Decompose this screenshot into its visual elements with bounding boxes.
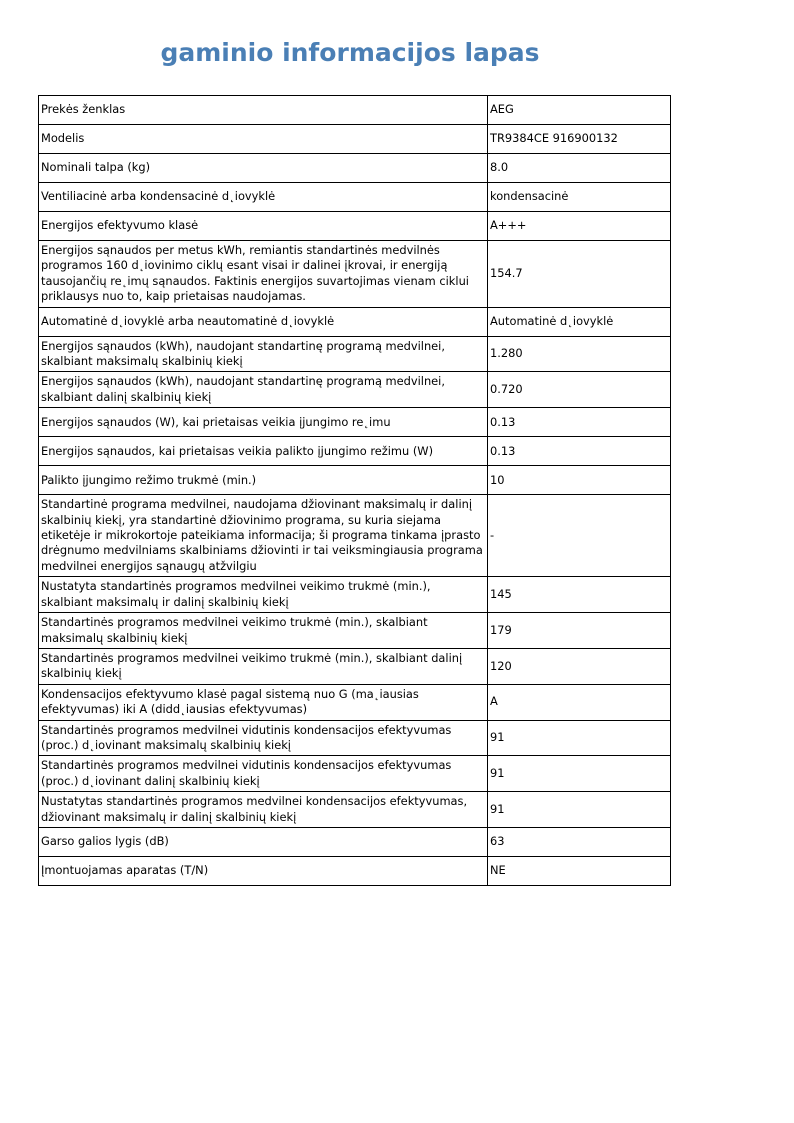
- row-value: 1.280: [488, 336, 671, 372]
- row-value: A+++: [488, 212, 671, 241]
- row-label: Garso galios lygis (dB): [39, 827, 488, 856]
- row-value: 0.13: [488, 437, 671, 466]
- table-row: [39, 96, 671, 125]
- table-row: [39, 495, 671, 577]
- row-label: Energijos efektyvumo klasė: [39, 212, 488, 241]
- row-value: kondensacinė: [488, 183, 671, 212]
- row-value: 179: [488, 613, 671, 649]
- table-row: [39, 684, 671, 720]
- row-label: Energijos sąnaudos (kWh), naudojant standartinę programą medvilnei, skalbiant maksimalų skalbinių kiekį: [39, 336, 488, 372]
- row-value: 8.0: [488, 154, 671, 183]
- table-row: [39, 577, 671, 613]
- row-value: 0.13: [488, 408, 671, 437]
- table-row: [39, 613, 671, 649]
- table-row: [39, 648, 671, 684]
- row-label: Standartinės programos medvilnei vidutinis kondensacijos efektyvumas (proc.) d˛iovinant dalinį skalbinių kiekį: [39, 756, 488, 792]
- row-value: 63: [488, 827, 671, 856]
- table-row: [39, 154, 671, 183]
- row-label: Standartinės programos medvilnei veikimo trukmė (min.), skalbiant dalinį skalbinių kiekį: [39, 648, 488, 684]
- row-label: Ventiliacinė arba kondensacinė d˛iovyklė: [39, 183, 488, 212]
- row-value: 91: [488, 792, 671, 828]
- table-row: [39, 827, 671, 856]
- table-row: [39, 856, 671, 885]
- row-value: 120: [488, 648, 671, 684]
- row-value: 0.720: [488, 372, 671, 408]
- row-label: Standartinės programos medvilnei veikimo trukmė (min.), skalbiant maksimalų skalbinių kiekį: [39, 613, 488, 649]
- table-row: [39, 307, 671, 336]
- row-label: Kondensacijos efektyvumo klasė pagal sistemą nuo G (ma˛iausias efektyvumas) iki A (didd˛iausias efektyvumas): [39, 684, 488, 720]
- row-label: Nustatytas standartinės programos medvilnei kondensacijos efektyvumas, džiovinant maksimalų ir dalinį skalbinių kiekį: [39, 792, 488, 828]
- table-row: [39, 792, 671, 828]
- table-row: [39, 336, 671, 372]
- table-row: [39, 372, 671, 408]
- table-row: [39, 437, 671, 466]
- row-label: Automatinė d˛iovyklė arba neautomatinė d˛iovyklė: [39, 307, 488, 336]
- row-value: 154.7: [488, 241, 671, 308]
- row-label: Energijos sąnaudos (kWh), naudojant standartinę programą medvilnei, skalbiant dalinį skalbinių kiekį: [39, 372, 488, 408]
- row-label: Standartinė programa medvilnei, naudojama džiovinant maksimalų ir dalinį skalbinių kiekį, yra standartinė džiovinimo programa, su kuria siejama etiketėje ir mikrokortoje pateikiama informacija; ši programa tinkama įprasto drėgnumo medvilniams skalbiniams džiovinti ir tai veiksmingiausia programa medvilnei energijos sąnaugų atžvilgiu: [39, 495, 488, 577]
- row-label: Nustatyta standartinės programos medvilnei veikimo trukmė (min.), skalbiant maksimalų ir dalinį skalbinių kiekį: [39, 577, 488, 613]
- row-label: Energijos sąnaudos, kai prietaisas veikia palikto įjungimo režimu (W): [39, 437, 488, 466]
- row-label: Palikto įjungimo režimo trukmė (min.): [39, 466, 488, 495]
- row-value: -: [488, 495, 671, 577]
- table-row: [39, 720, 671, 756]
- table-row: [39, 212, 671, 241]
- product-info-table: [38, 95, 671, 886]
- table-row: [39, 125, 671, 154]
- row-label: Standartinės programos medvilnei vidutinis kondensacijos efektyvumas (proc.) d˛iovinant maksimalų skalbinių kiekį: [39, 720, 488, 756]
- row-label: Energijos sąnaudos per metus kWh, remiantis standartinės medvilnės programos 160 d˛iovinimo ciklų esant visai ir dalinei įkrovai, ir energiją tausojančių re˛imų sąnaudos. Faktinis energijos suvartojimas vienam ciklui priklausys nuo to, kaip prietaisas naudojamas.: [39, 241, 488, 308]
- row-label: Prekės ženklas: [39, 96, 488, 125]
- row-value: A: [488, 684, 671, 720]
- row-label: Energijos sąnaudos (W), kai prietaisas veikia įjungimo re˛imu: [39, 408, 488, 437]
- row-value: 10: [488, 466, 671, 495]
- table-row: [39, 466, 671, 495]
- row-value: 91: [488, 720, 671, 756]
- row-label: Modelis: [39, 125, 488, 154]
- row-value: Automatinė d˛iovyklė: [488, 307, 671, 336]
- table-row: [39, 756, 671, 792]
- row-value: 145: [488, 577, 671, 613]
- page-title: gaminio informacijos lapas: [160, 38, 540, 67]
- row-value: TR9384CE 916900132: [488, 125, 671, 154]
- row-value: 91: [488, 756, 671, 792]
- row-label: Įmontuojamas aparatas (T/N): [39, 856, 488, 885]
- table-row: [39, 241, 671, 308]
- row-label: Nominali talpa (kg): [39, 154, 488, 183]
- row-value: AEG: [488, 96, 671, 125]
- table-row: [39, 183, 671, 212]
- table-row: [39, 408, 671, 437]
- row-value: NE: [488, 856, 671, 885]
